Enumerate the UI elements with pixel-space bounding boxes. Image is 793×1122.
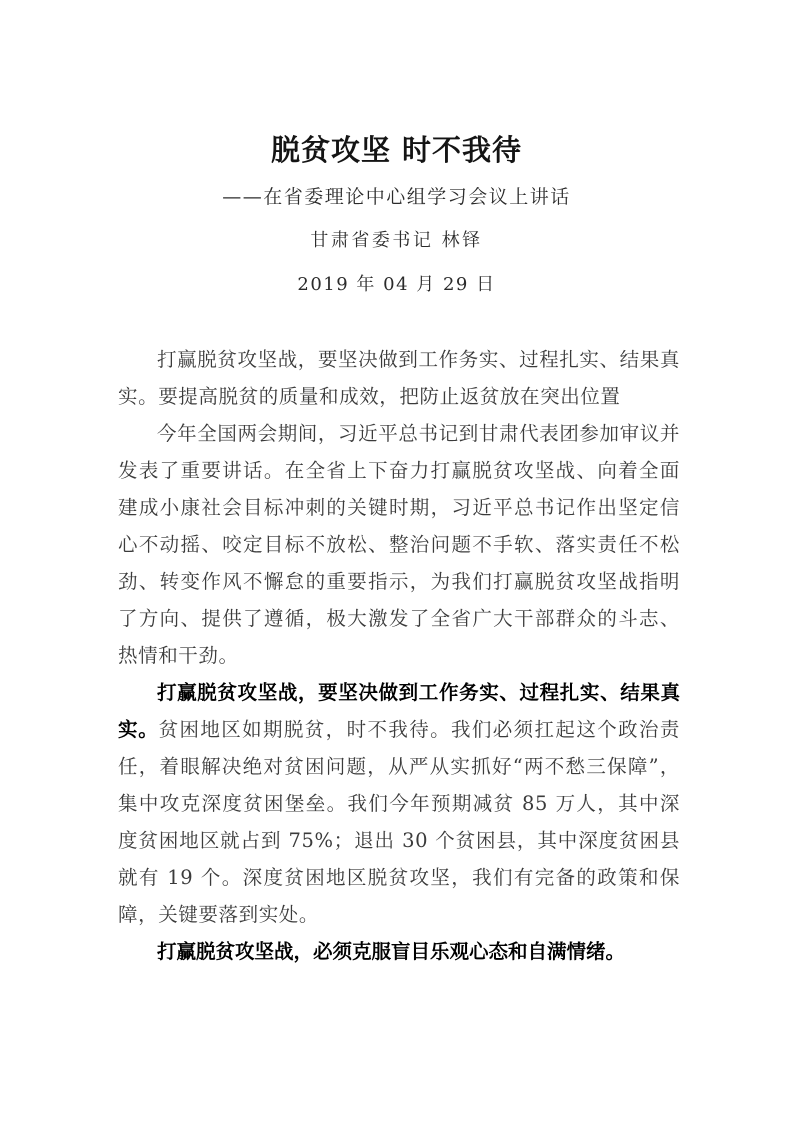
paragraph-rest: 贫困地区如期脱贫，时不我待。我们必须扛起这个政治责任，着眼解决绝对贫困问题，从严从实抓好“两不愁三保障”，集中攻克深度贫困堡垒。我们今年预期减贫 85 万人，其中深度贫困地区就占到 75%；退出 30 个贫困县，其中深度贫困县就有 19 个。深度贫困地区脱贫攻坚，我们有完备的政策和保障，关键要落到实处。 (118, 718, 680, 926)
body-paragraph: 今年全国两会期间，习近平总书记到甘肃代表团参加审议并发表了重要讲话。在全省上下奋力打赢脱贫攻坚战、向着全面建成小康社会目标冲刺的关键时期，习近平总书记作出坚定信心不动摇、咬定目标不放松、整治问题不手软、落实责任不松劲、转变作风不懈怠的重要指示，为我们打赢脱贫攻坚战指明了方向、提供了遵循，极大激发了全省广大干部群众的斗志、热情和干劲。 (118, 422, 680, 667)
body-paragraph-bold: 打赢脱贫攻坚战，必须克服盲目乐观心态和自满情绪。 (157, 940, 626, 963)
paragraph-lead-emphasis: 打赢脱贫攻坚战，要坚决做到工作务实、过程扎实、结果真实。 (118, 681, 680, 741)
body-paragraph (118, 674, 680, 933)
title-block (0, 0, 793, 298)
document-author: 甘肃省委书记 林铎 (310, 230, 483, 251)
body-paragraph: 打赢脱贫攻坚战，要坚决做到工作务实、过程扎实、结果真实。要提高脱贫的质量和成效，把防止返贫放在突出位置 (118, 348, 680, 408)
document-body (118, 341, 680, 970)
document-subtitle: ——在省委理论中心组学习会议上讲话 (222, 186, 571, 208)
document-date: 2019 年 04 月 29 日 (297, 274, 496, 295)
page-title: 脱贫攻坚 时不我待 (270, 133, 523, 167)
